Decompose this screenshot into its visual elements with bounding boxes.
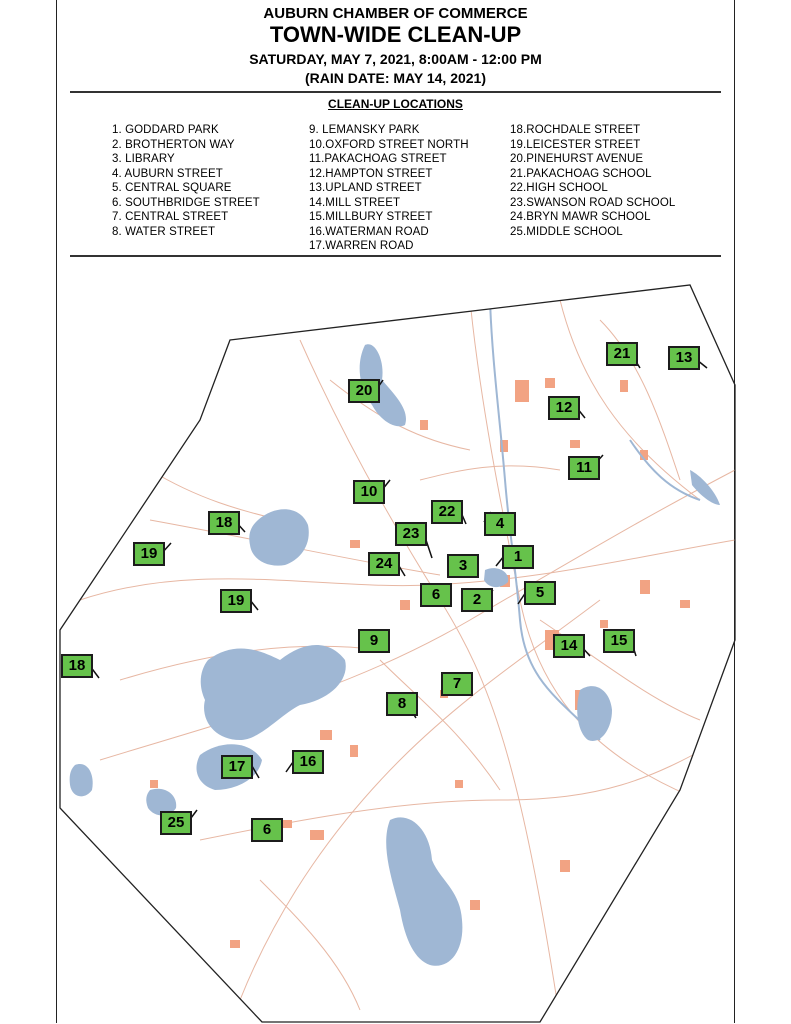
- location-item: 1. GODDARD PARK: [112, 124, 219, 136]
- map-marker: 14: [553, 634, 585, 658]
- location-item: 15.MILLBURY STREET: [309, 211, 433, 223]
- event-date-time: SATURDAY, MAY 7, 2021, 8:00AM - 12:00 PM: [249, 51, 542, 67]
- location-item: 6. SOUTHBRIDGE STREET: [112, 196, 260, 209]
- location-item: 8. WATER STREET: [112, 225, 216, 238]
- location-item: 12.HAMPTON STREET: [309, 167, 433, 180]
- location-item: 18.ROCHDALE STREET: [510, 124, 641, 136]
- location-item: 11.PAKACHOAG STREET: [309, 153, 447, 165]
- map-marker: 25: [160, 811, 192, 835]
- location-item: 19.LEICESTER STREET: [510, 138, 641, 151]
- map-marker: 5: [524, 581, 556, 605]
- map-marker: 6: [420, 583, 452, 607]
- map-marker: 4: [484, 512, 516, 536]
- location-item: 9. LEMANSKY PARK: [309, 124, 420, 136]
- location-item: 25.MIDDLE SCHOOL: [510, 225, 623, 238]
- map-marker: 2: [461, 588, 493, 612]
- location-item: 24.BRYN MAWR SCHOOL: [510, 211, 651, 223]
- map-marker: 24: [368, 552, 400, 576]
- location-item: 2. BROTHERTON WAY: [112, 138, 235, 151]
- town-boundary: [60, 285, 735, 1022]
- map-marker: 9: [358, 629, 390, 653]
- map-marker: 13: [668, 346, 700, 370]
- map-marker: 11: [568, 456, 600, 480]
- location-item: 22.HIGH SCHOOL: [510, 182, 608, 194]
- map-marker: 20: [348, 379, 380, 403]
- map-marker: 22: [431, 500, 463, 524]
- location-item: 13.UPLAND STREET: [309, 182, 422, 194]
- location-item: 5. CENTRAL SQUARE: [112, 182, 232, 194]
- map-marker: 6: [251, 818, 283, 842]
- map-marker: 1: [502, 545, 534, 569]
- location-item: 23.SWANSON ROAD SCHOOL: [510, 196, 676, 209]
- map-marker: 15: [603, 629, 635, 653]
- map-marker: 19: [220, 589, 252, 613]
- location-item: 4. AUBURN STREET: [112, 167, 223, 180]
- water-bodies: [70, 344, 720, 966]
- location-item: 17.WARREN ROAD: [309, 240, 414, 252]
- location-item: 16.WATERMAN ROAD: [309, 225, 429, 238]
- map-marker: 17: [221, 755, 253, 779]
- map-marker: 3: [447, 554, 479, 578]
- location-item: 7. CENTRAL STREET: [112, 211, 229, 223]
- map-marker: 16: [292, 750, 324, 774]
- map-marker: 12: [548, 396, 580, 420]
- map-marker: 18: [208, 511, 240, 535]
- map-marker: 7: [441, 672, 473, 696]
- rain-date: (RAIN DATE: MAY 14, 2021): [304, 70, 486, 86]
- locations-heading: CLEAN-UP LOCATIONS: [328, 97, 463, 111]
- map-marker: 8: [386, 692, 418, 716]
- map-marker: 10: [353, 480, 385, 504]
- organization-name: AUBURN CHAMBER OF COMMERCE: [263, 5, 528, 22]
- map-marker: 18: [61, 654, 93, 678]
- map-marker: 19: [133, 542, 165, 566]
- map-marker: 23: [395, 522, 427, 546]
- location-item: 14.MILL STREET: [309, 196, 401, 209]
- location-item: 21.PAKACHOAG SCHOOL: [510, 167, 652, 180]
- location-item: 10.OXFORD STREET NORTH: [309, 138, 469, 151]
- event-title: TOWN-WIDE CLEAN-UP: [269, 22, 522, 47]
- location-item: 3. LIBRARY: [112, 153, 175, 165]
- map-marker: 21: [606, 342, 638, 366]
- map-content: [70, 300, 735, 1020]
- location-item: 20.PINEHURST AVENUE: [510, 153, 644, 165]
